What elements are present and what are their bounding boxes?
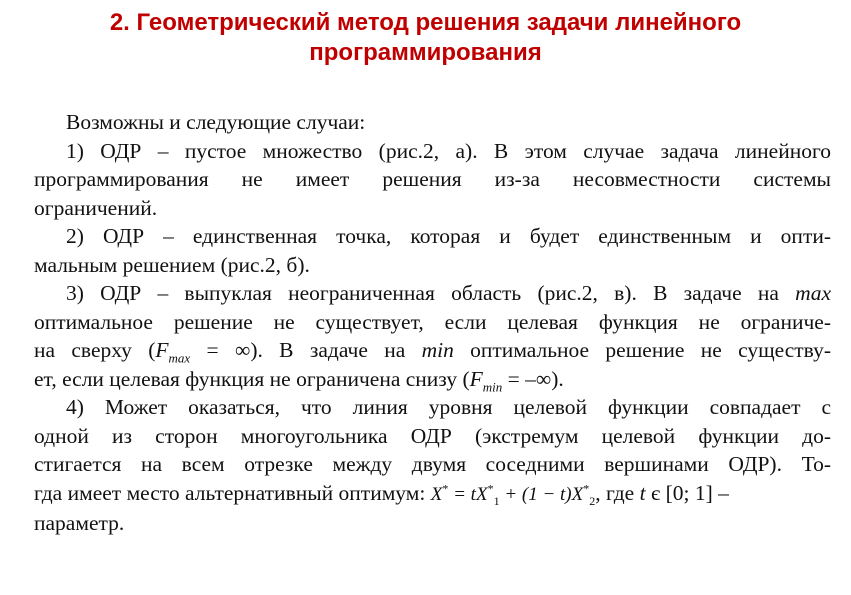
- t-symbol: t: [639, 480, 646, 505]
- case3-line3-b: = ∞). В задаче на: [190, 338, 406, 362]
- formula-star: *: [442, 481, 449, 496]
- case3-line2: оптимальное решение не существует, если целевая функция не ограниче-: [34, 309, 831, 334]
- case1-line1: 1) ОДР – пустое множество (рис.2, а). В этом случае задача линейного: [66, 138, 831, 163]
- case4-line4-c: є [0; 1] –: [650, 480, 729, 505]
- case4-line4: [34, 479, 831, 510]
- case3-line4-b: = –∞).: [502, 366, 564, 391]
- formula-lhs: X: [430, 483, 443, 505]
- case3-line4: [34, 365, 831, 394]
- case1-line2: программирования не имеет решения из-за несовместности системы: [34, 167, 831, 191]
- case3-line3-a: на сверху (: [34, 338, 156, 362]
- formula-x2-star: *: [583, 481, 590, 496]
- f-min-subscript: min: [482, 378, 503, 394]
- alternative-optimum-formula: [430, 481, 596, 508]
- case1-line3: ограничений.: [34, 195, 158, 220]
- formula-x2: X: [571, 483, 584, 505]
- case4-line4-b: , где: [595, 480, 635, 505]
- case2-line1: 2) ОДР – единственная точка, которая и будет единственным и опти-: [66, 224, 831, 248]
- max-word: max: [795, 281, 831, 305]
- case4-line1: 4) Может оказаться, что линия уровня целевой функции совпадает с: [66, 395, 831, 419]
- case2-line2: мальным решением (рис.2, б).: [34, 252, 310, 277]
- formula-x1-star: *: [487, 481, 494, 496]
- f-symbol: F: [155, 338, 169, 362]
- min-word: min: [421, 338, 454, 362]
- case4-line2: одной из сторон многоугольника ОДР (экстремум целевой функции до-: [34, 423, 831, 448]
- formula-mid: + (1 − t): [499, 483, 572, 505]
- case3-line4-a: ет, если целевая функция не ограничена снизу (: [34, 366, 470, 391]
- f-symbol-min: F: [469, 366, 483, 391]
- body-text: [34, 108, 831, 538]
- f-max-subscript: max: [168, 350, 191, 365]
- case4-line5: параметр.: [34, 511, 125, 535]
- title-line-2: программирования: [309, 39, 542, 66]
- case3-line3: [34, 336, 831, 365]
- formula-eq: = t: [448, 483, 476, 505]
- case3-line3-c: оптимальное решение не существу-: [470, 338, 831, 362]
- case4-line3: стигается на всем отрезке между двумя соседними вершинами ОДР). То-: [34, 452, 831, 476]
- formula-x1-sub: 1: [493, 493, 500, 508]
- slide-title: [0, 8, 851, 68]
- case3-line1-text: 3) ОДР – выпуклая неограниченная область (рис.2, в). В задаче на: [66, 281, 779, 305]
- title-line-1: 2. Геометрический метод решения задачи линейного: [109, 9, 742, 36]
- case3-line1: [34, 279, 831, 308]
- formula-x2-sub: 2: [589, 493, 596, 508]
- formula-x1: X: [475, 483, 488, 505]
- intro-text: Возможны и следующие случаи:: [66, 110, 366, 134]
- case4-line4-a: гда имеет место альтернативный оптимум:: [34, 480, 426, 505]
